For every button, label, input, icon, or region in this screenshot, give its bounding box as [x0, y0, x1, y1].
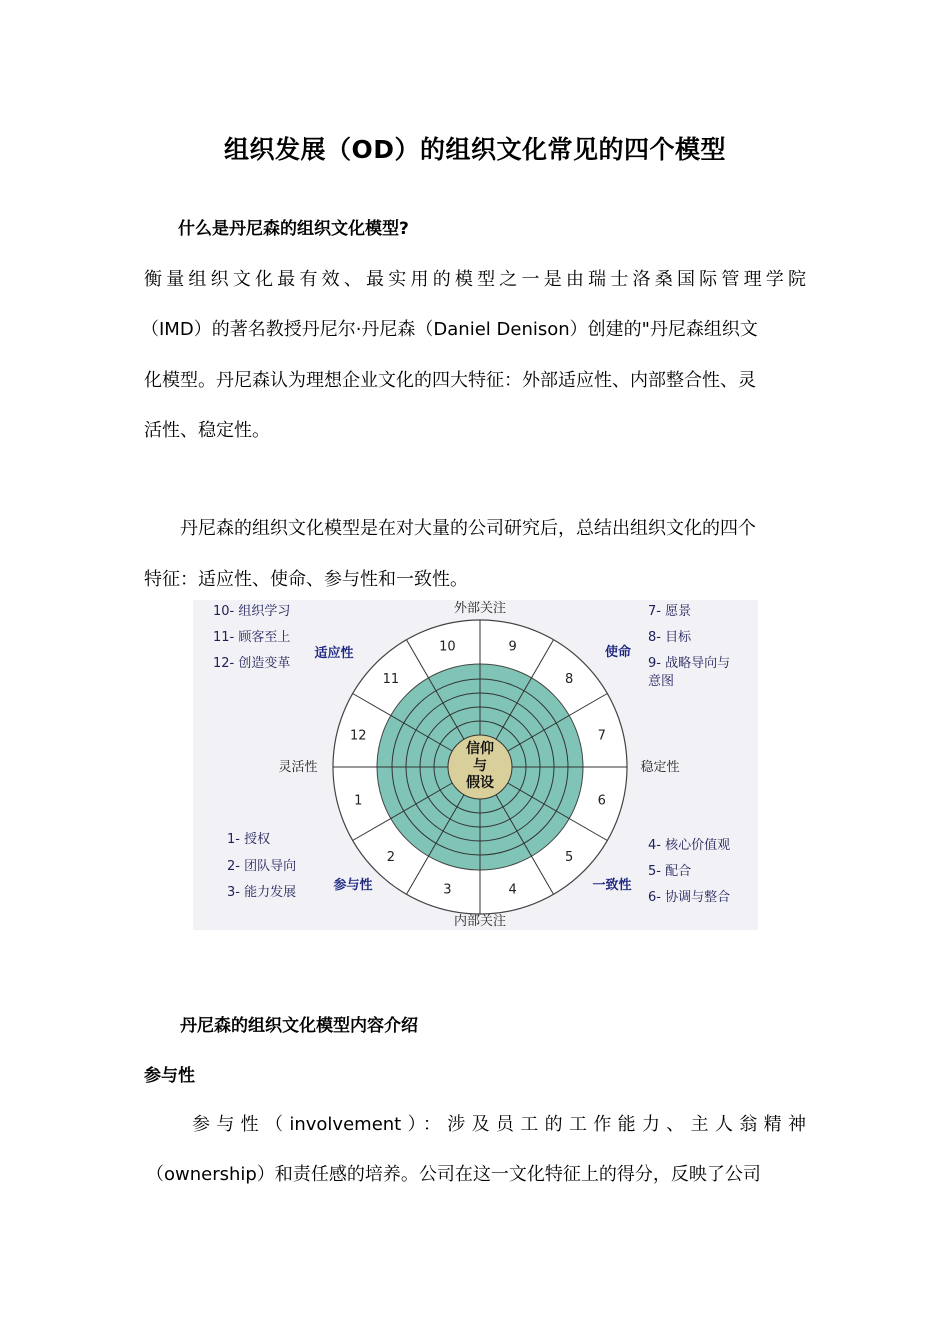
- segment-number: 2: [386, 850, 396, 866]
- segment-number: 6: [597, 793, 606, 809]
- paragraph-line: 活性、稳定性。: [144, 420, 270, 441]
- paragraph-line: 特征：适应性、使命、参与性和一致性。: [144, 569, 468, 590]
- involvement-heading: 参与性: [333, 878, 373, 893]
- adaptability-item: 11- 顾客至上: [213, 630, 291, 645]
- segment-number: 3: [443, 882, 452, 898]
- segment-number: 8: [564, 671, 574, 687]
- consistency-item: 5- 配合: [648, 864, 692, 879]
- mission-item: 8- 目标: [648, 630, 692, 645]
- section-heading-content: 丹尼森的组织文化模型内容介绍: [180, 1016, 418, 1036]
- section-heading-what-is: 什么是丹尼森的组织文化模型?: [178, 219, 409, 239]
- bottom-axis-label: 内部关注: [453, 914, 507, 929]
- consistency-item: 4- 核心价值观: [648, 838, 731, 853]
- right-axis-label: 稳定性: [640, 760, 680, 775]
- involvement-item: 3- 能力发展: [227, 885, 297, 900]
- top-axis-label: 外部关注: [453, 601, 507, 616]
- involvement-item: 2- 团队导向: [227, 859, 297, 874]
- mission-item: 9- 战略导向与: [648, 656, 731, 671]
- paragraph-line: （IMD）的著名教授丹尼尔·丹尼森（Daniel Denison）创建的"丹尼森组织文: [141, 319, 758, 340]
- mission-item: 意图: [648, 674, 675, 689]
- adaptability-item: 10- 组织学习: [213, 604, 291, 619]
- paragraph-line: 衡量组织文化最有效、最实用的模型之一是由瑞士洛桑国际管理学院: [144, 269, 806, 290]
- paragraph-line: 丹尼森的组织文化模型是在对大量的公司研究后，总结出组织文化的四个: [180, 518, 756, 539]
- segment-number: 10: [439, 639, 456, 655]
- center-text: 与: [473, 758, 487, 774]
- center-text: 假设: [466, 775, 494, 791]
- paragraph-line: 化模型。丹尼森认为理想企业文化的四大特征：外部适应性、内部整合性、灵: [144, 370, 756, 391]
- mission-heading: 使命: [604, 645, 632, 660]
- left-axis-label: 灵活性: [278, 760, 318, 775]
- page-title: 组织发展（OD）的组织文化常见的四个模型: [223, 135, 726, 164]
- segment-number: 7: [597, 728, 606, 744]
- paragraph-line: 参与性（involvement）：涉及员工的工作能力、主人翁精神: [192, 1114, 806, 1135]
- denison-model-diagram: [193, 600, 758, 930]
- segment-number: 4: [508, 882, 517, 898]
- segment-number: 5: [564, 850, 574, 866]
- mission-item: 7- 愿景: [648, 604, 692, 619]
- adaptability-heading: 适应性: [314, 646, 354, 661]
- consistency-heading: 一致性: [592, 878, 632, 893]
- segment-number: 11: [382, 671, 400, 687]
- consistency-item: 6- 协调与整合: [648, 890, 731, 905]
- segment-number: 9: [508, 639, 517, 655]
- segment-number: 1: [354, 793, 363, 809]
- section-heading-involvement: 参与性: [144, 1066, 195, 1086]
- adaptability-item: 12- 创造变革: [213, 656, 291, 671]
- paragraph-line: （ownership）和责任感的培养。公司在这一文化特征上的得分，反映了公司: [146, 1164, 761, 1185]
- involvement-item: 1- 授权: [227, 832, 271, 847]
- center-text: 信仰: [466, 741, 494, 757]
- segment-number: 12: [350, 728, 367, 744]
